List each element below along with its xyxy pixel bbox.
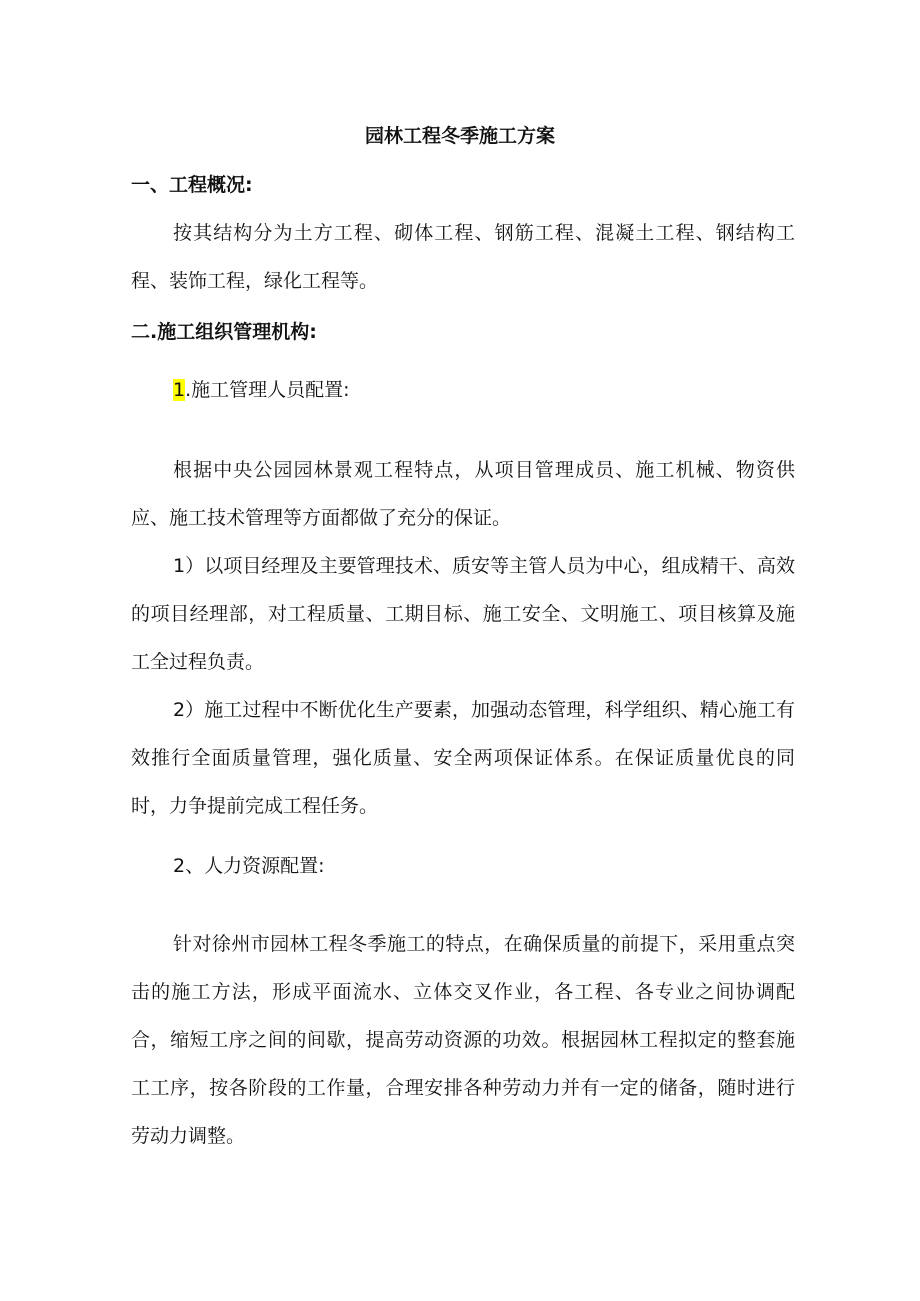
paragraph-human-resources: 针对徐州市园林工程冬季施工的特点，在确保质量的前提下，采用重点突击的施工方法，形成平面流水、立体交叉作业，各工程、各专业之间协调配合，缩短工序之间的间歇，提高劳动资源的功效。根据园林工程拟定的整套施工工序，按各阶段的工作量，合理安排各种劳动力并有一定的储备，随时进行劳动力调整。 [131, 933, 795, 1147]
section-heading-organization: 二.施工组织管理机构: [131, 321, 317, 343]
list-item-1: 1）以项目经理及主要管理技术、质安等主管人员为中心，组成精干、高效的项目经理部，对工程质量、工期目标、施工安全、文明施工、项目核算及施工全过程负责。 [131, 555, 795, 673]
subheading-human-resources: 2、人力资源配置: [173, 855, 325, 877]
subheading-staff-config [173, 376, 350, 404]
subheading-staff-config-label: .施工管理人员配置: [185, 379, 350, 401]
document-title: 园林工程冬季施工方案 [364, 125, 555, 147]
section-heading-overview: 一、工程概况: [131, 174, 253, 196]
list-item-2: 2）施工过程中不断优化生产要素，加强动态管理，科学组织、精心施工有效推行全面质量管理，强化质量、安全两项保证体系。在保证质量优良的同时，力争提前完成工程任务。 [131, 699, 795, 817]
paragraph-overview: 按其结构分为土方工程、砌体工程、钢筋工程、混凝土工程、钢结构工程、装饰工程，绿化工程等。 [131, 222, 795, 292]
highlighted-number: 1 [173, 379, 186, 401]
paragraph-project-features: 根据中央公园园林景观工程特点，从项目管理成员、施工机械、物资供应、施工技术管理等方面都做了充分的保证。 [131, 459, 795, 529]
